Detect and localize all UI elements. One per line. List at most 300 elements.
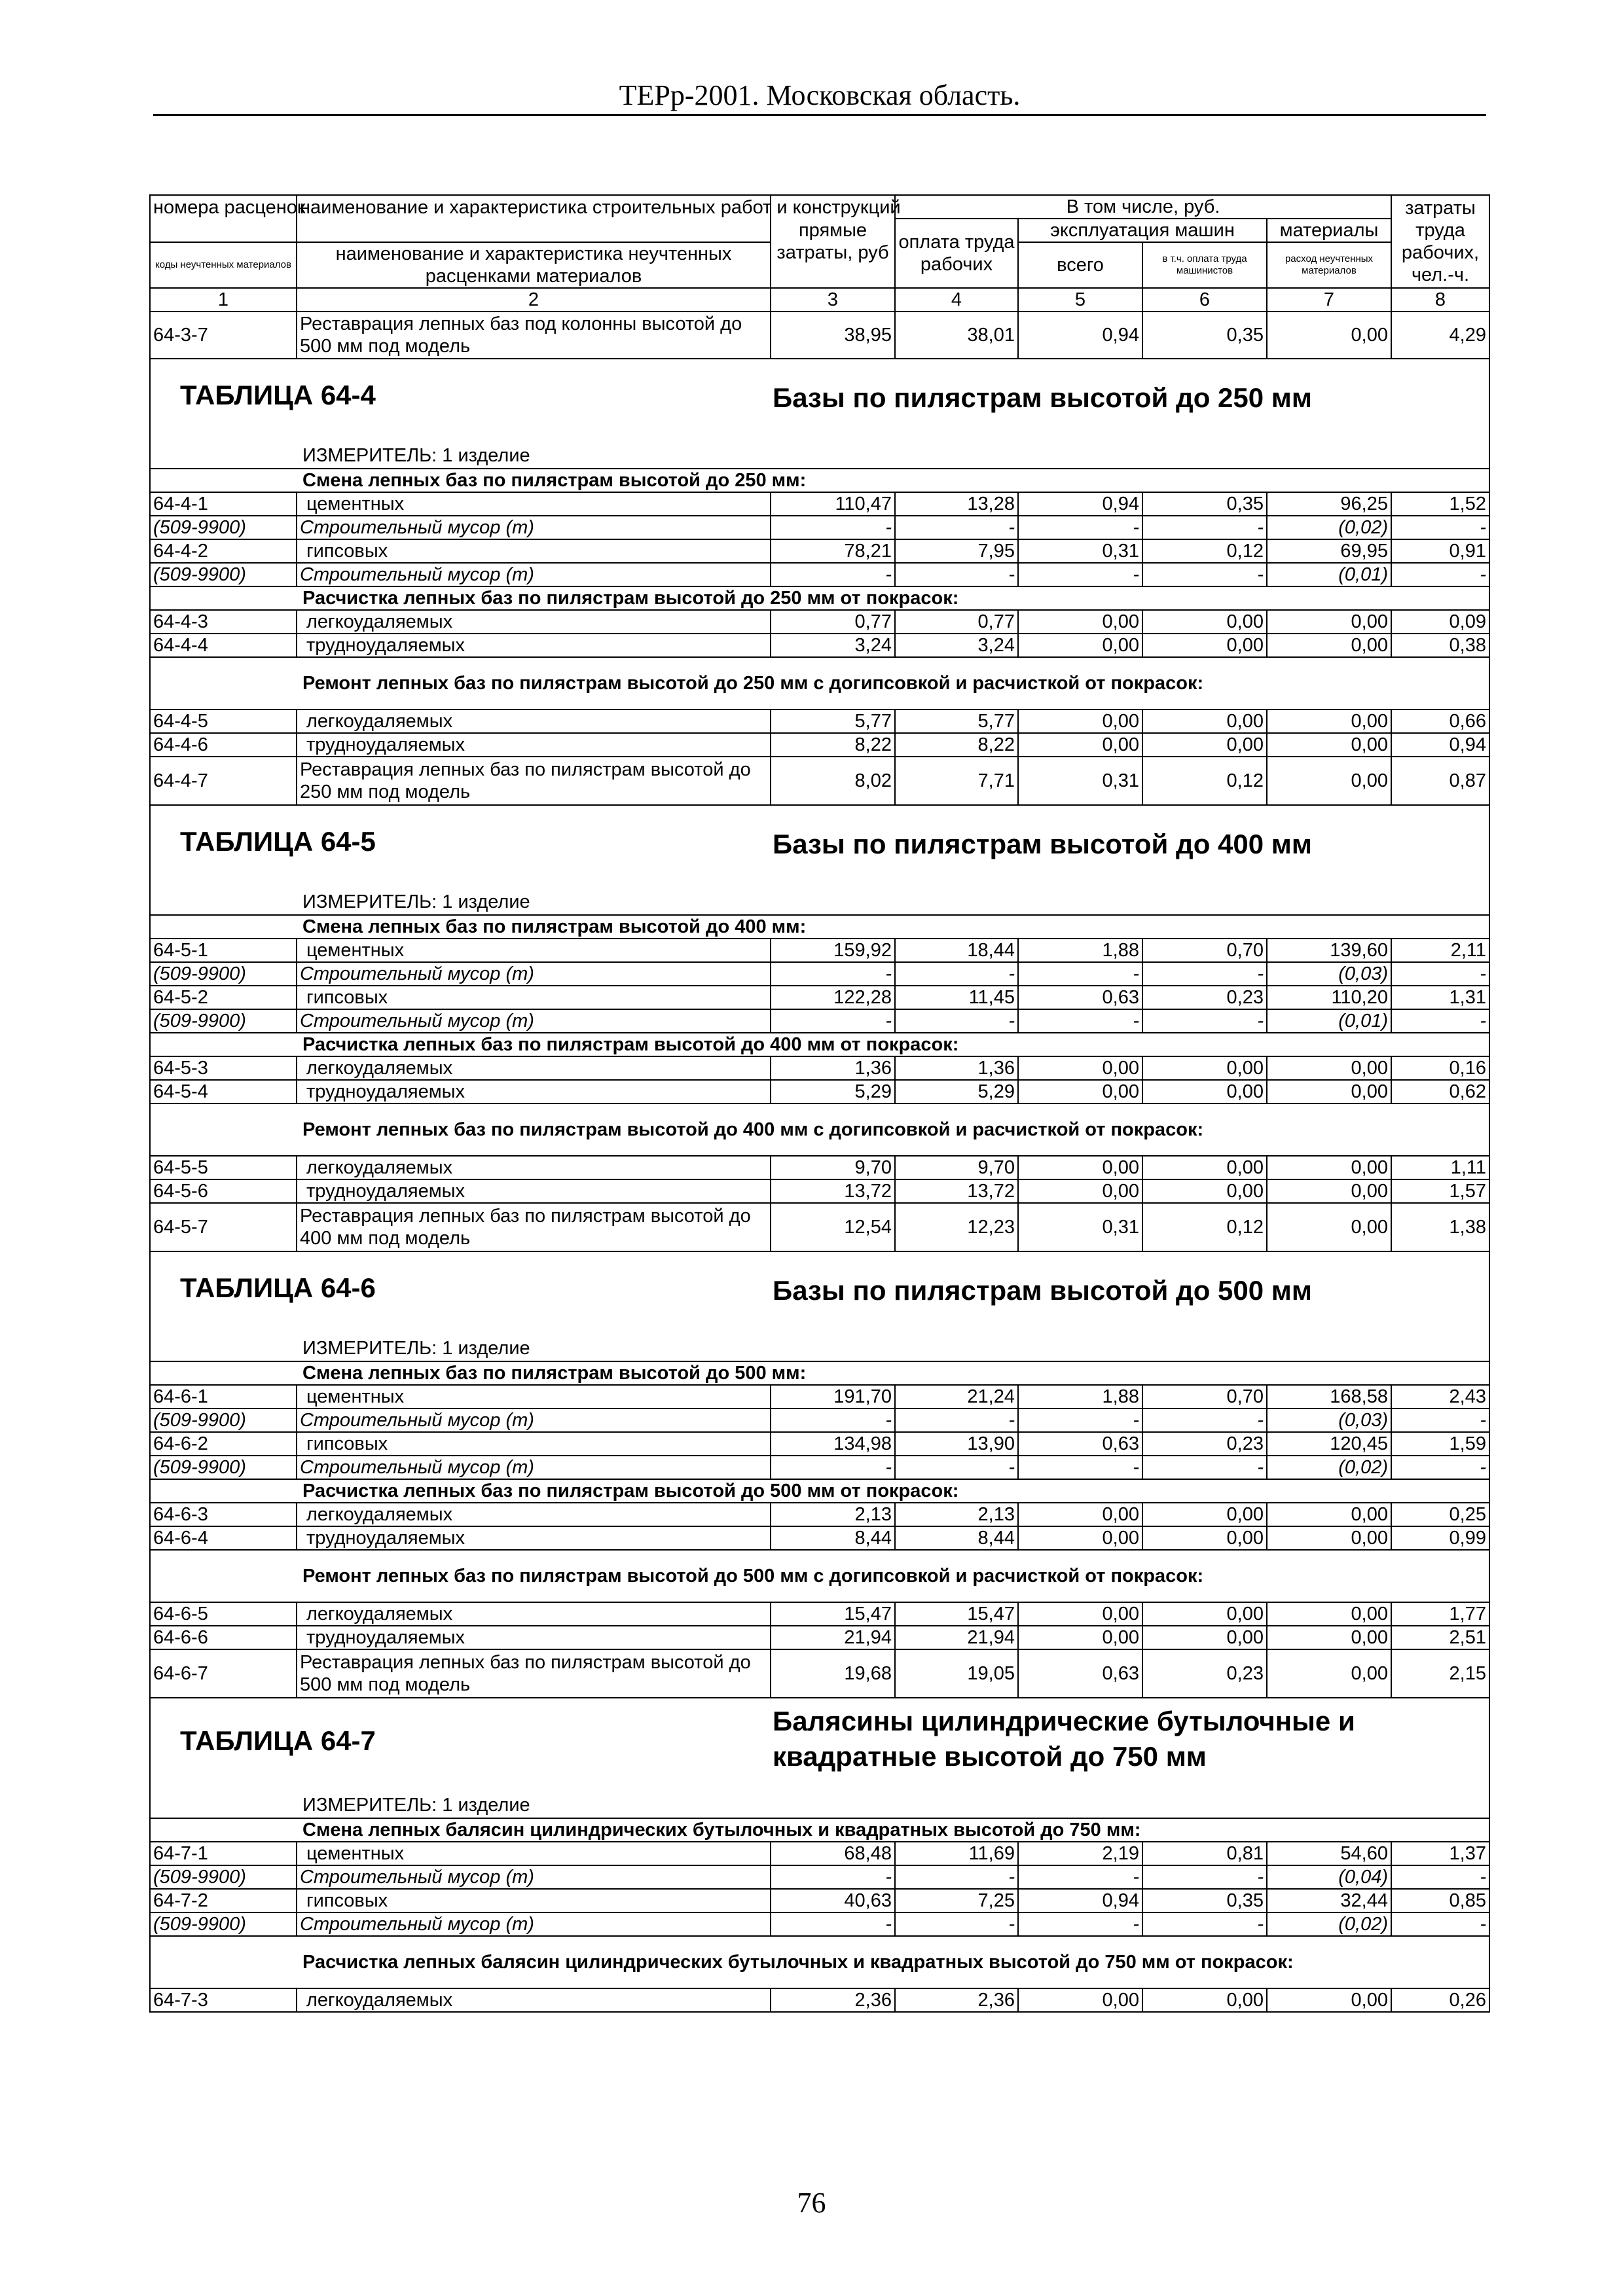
- col-num: 2: [297, 288, 771, 312]
- group-heading-row: [150, 1361, 1489, 1385]
- value-cell: 0,00: [1142, 610, 1267, 634]
- table-row: [150, 1889, 1489, 1912]
- value-cell: 0,23: [1142, 1432, 1267, 1456]
- table-code: ТАБЛИЦА 64-6: [180, 1272, 376, 1303]
- value-cell: -: [1018, 1456, 1142, 1479]
- rate-code: 64-6-3: [150, 1503, 297, 1526]
- rate-name: трудноудаляемых: [297, 634, 771, 657]
- value-cell: 0,91: [1391, 539, 1489, 563]
- value-cell: 8,22: [771, 733, 895, 757]
- value-cell: 0,00: [1267, 733, 1391, 757]
- value-cell: 2,36: [771, 1988, 895, 2012]
- rate-code: 64-7-3: [150, 1988, 297, 2012]
- value-cell: 0,00: [1267, 1526, 1391, 1550]
- rate-code: 64-4-2: [150, 539, 297, 563]
- value-cell: (0,01): [1267, 1009, 1391, 1033]
- value-cell: 8,02: [771, 757, 895, 805]
- col6-header: в т.ч. оплата труда машинистов: [1142, 242, 1267, 288]
- group-heading-row: [150, 1818, 1489, 1842]
- value-cell: 0,00: [1142, 1602, 1267, 1626]
- value-cell: 0,63: [1018, 1432, 1142, 1456]
- value-cell: 2,13: [895, 1503, 1018, 1526]
- value-cell: -: [1391, 1009, 1489, 1033]
- value-cell: 1,11: [1391, 1156, 1489, 1179]
- group-heading-row: [150, 1550, 1489, 1602]
- value-cell: 139,60: [1267, 939, 1391, 962]
- group-heading-row: [150, 586, 1489, 610]
- value-cell: 9,70: [771, 1156, 895, 1179]
- value-cell: 5,29: [895, 1080, 1018, 1103]
- value-cell: -: [1018, 1912, 1142, 1936]
- value-cell: 1,57: [1391, 1179, 1489, 1203]
- value-cell: 0,66: [1391, 709, 1489, 733]
- col-num: 1: [150, 288, 297, 312]
- rate-code: 64-5-6: [150, 1179, 297, 1203]
- value-cell: 21,94: [771, 1626, 895, 1649]
- col3-header: прямые затраты, руб: [771, 195, 895, 288]
- value-cell: -: [1142, 1408, 1267, 1432]
- value-cell: 0,00: [1142, 1503, 1267, 1526]
- group-heading: Ремонт лепных баз по пилястрам высотой до 250 мм с догипсовкой и расчисткой от покрасок:: [150, 657, 1489, 709]
- rate-name: трудноудаляемых: [297, 1179, 771, 1203]
- value-cell: -: [771, 962, 895, 986]
- page-number: 76: [797, 2187, 826, 2219]
- value-cell: 0,25: [1391, 1503, 1489, 1526]
- value-cell: 21,94: [895, 1626, 1018, 1649]
- value-cell: 0,70: [1142, 1385, 1267, 1408]
- value-cell: 0,00: [1267, 1156, 1391, 1179]
- value-cell: -: [1142, 1009, 1267, 1033]
- value-cell: 69,95: [1267, 539, 1391, 563]
- value-cell: 0,00: [1018, 1988, 1142, 2012]
- value-cell: 0,00: [1018, 1056, 1142, 1080]
- table-title: Базы по пилястрам высотой до 500 мм: [773, 1275, 1312, 1306]
- rate-name: гипсовых: [297, 986, 771, 1009]
- rate-code: (509-9900): [150, 516, 297, 539]
- value-cell: 0,00: [1018, 1156, 1142, 1179]
- value-cell: -: [1018, 563, 1142, 586]
- value-cell: 2,11: [1391, 939, 1489, 962]
- value-cell: 0,94: [1018, 312, 1142, 359]
- rate-code: 64-5-4: [150, 1080, 297, 1103]
- value-cell: -: [895, 1009, 1018, 1033]
- rate-code: 64-6-6: [150, 1626, 297, 1649]
- rate-code: 64-6-1: [150, 1385, 297, 1408]
- rate-code: 64-4-3: [150, 610, 297, 634]
- rate-name: цементных: [297, 939, 771, 962]
- rate-code: 64-4-5: [150, 709, 297, 733]
- machines-header: эксплуатация машин: [1018, 219, 1267, 242]
- table-code: ТАБЛИЦА 64-5: [180, 826, 376, 857]
- value-cell: 38,95: [771, 312, 895, 359]
- value-cell: 0,00: [1267, 1988, 1391, 2012]
- value-cell: -: [895, 1865, 1018, 1889]
- rate-name: трудноудаляемых: [297, 1626, 771, 1649]
- value-cell: 0,00: [1267, 1179, 1391, 1203]
- value-cell: -: [1142, 962, 1267, 986]
- value-cell: 0,63: [1018, 1649, 1142, 1698]
- table-code: ТАБЛИЦА 64-4: [180, 380, 376, 410]
- value-cell: 8,44: [771, 1526, 895, 1550]
- value-cell: 54,60: [1267, 1842, 1391, 1865]
- rate-name: легкоудаляемых: [297, 1602, 771, 1626]
- column-numbers-row: [150, 288, 1489, 312]
- rate-name: цементных: [297, 492, 771, 516]
- group-heading: Ремонт лепных баз по пилястрам высотой до 400 мм с догипсовкой и расчисткой от покрасок:: [150, 1103, 1489, 1156]
- table-row: [150, 1626, 1489, 1649]
- rate-code: 64-6-2: [150, 1432, 297, 1456]
- group-heading: Расчистка лепных баз по пилястрам высотой до 250 мм от покрасок:: [150, 586, 1489, 610]
- value-cell: 19,05: [895, 1649, 1018, 1698]
- value-cell: 0,77: [895, 610, 1018, 634]
- value-cell: 13,28: [895, 492, 1018, 516]
- rate-code: 64-7-2: [150, 1889, 297, 1912]
- rate-name: Реставрация лепных баз по пилястрам высотой до 250 мм под модель: [297, 757, 771, 805]
- value-cell: 0,00: [1267, 610, 1391, 634]
- page-header: ТЕРр-2001. Московская область.: [153, 77, 1486, 116]
- col7-header: расход неучтенных материалов: [1267, 242, 1391, 288]
- table-title: Базы по пилястрам высотой до 400 мм: [773, 829, 1312, 859]
- value-cell: -: [1391, 962, 1489, 986]
- col2-top-header-2: [297, 219, 771, 242]
- table-title: Базы по пилястрам высотой до 250 мм: [773, 382, 1312, 413]
- table-title: Балясины цилиндрические бутылочные и квадратные высотой до 750 мм: [773, 1706, 1355, 1772]
- col-num: 6: [1142, 288, 1267, 312]
- value-cell: 0,31: [1018, 539, 1142, 563]
- rate-name: Строительный мусор (т): [297, 563, 771, 586]
- value-cell: 0,12: [1142, 539, 1267, 563]
- value-cell: 1,36: [895, 1056, 1018, 1080]
- value-cell: 0,00: [1018, 709, 1142, 733]
- value-cell: 2,36: [895, 1988, 1018, 2012]
- table-row: [150, 962, 1489, 986]
- table-row: [150, 1056, 1489, 1080]
- value-cell: 0,00: [1018, 1526, 1142, 1550]
- table-row: [150, 1203, 1489, 1251]
- value-cell: -: [1142, 1865, 1267, 1889]
- group-heading-row: [150, 915, 1489, 939]
- value-cell: -: [771, 1009, 895, 1033]
- table-row: [150, 1385, 1489, 1408]
- group-heading: Смена лепных баз по пилястрам высотой до 250 мм:: [150, 469, 1489, 492]
- value-cell: (0,02): [1267, 1912, 1391, 1936]
- table-code: ТАБЛИЦА 64-7: [180, 1725, 376, 1756]
- table-row: [150, 610, 1489, 634]
- rate-code: 64-3-7: [150, 312, 297, 359]
- table-section-header: [150, 1251, 1489, 1361]
- rate-name: Строительный мусор (т): [297, 1408, 771, 1432]
- value-cell: 2,51: [1391, 1626, 1489, 1649]
- value-cell: -: [1142, 516, 1267, 539]
- value-cell: 2,19: [1018, 1842, 1142, 1865]
- table-row: [150, 312, 1489, 359]
- value-cell: 122,28: [771, 986, 895, 1009]
- value-cell: 0,00: [1018, 1179, 1142, 1203]
- value-cell: -: [1142, 1912, 1267, 1936]
- rate-code: 64-6-4: [150, 1526, 297, 1550]
- table-row: [150, 1456, 1489, 1479]
- rate-code: (509-9900): [150, 1408, 297, 1432]
- value-cell: -: [771, 1408, 895, 1432]
- value-cell: 0,38: [1391, 634, 1489, 657]
- value-cell: 0,00: [1142, 1179, 1267, 1203]
- value-cell: 0,00: [1018, 610, 1142, 634]
- table-row: [150, 1408, 1489, 1432]
- value-cell: 7,25: [895, 1889, 1018, 1912]
- value-cell: 13,72: [771, 1179, 895, 1203]
- materials-header: материалы: [1267, 219, 1391, 242]
- group-heading-row: [150, 469, 1489, 492]
- value-cell: 5,77: [895, 709, 1018, 733]
- value-cell: 12,54: [771, 1203, 895, 1251]
- value-cell: 8,44: [895, 1526, 1018, 1550]
- rate-name: цементных: [297, 1385, 771, 1408]
- value-cell: 13,90: [895, 1432, 1018, 1456]
- table-row: [150, 1526, 1489, 1550]
- value-cell: 1,52: [1391, 492, 1489, 516]
- rate-code: 64-7-1: [150, 1842, 297, 1865]
- rate-code: 64-5-1: [150, 939, 297, 962]
- group-heading-row: [150, 1033, 1489, 1056]
- value-cell: 0,00: [1142, 634, 1267, 657]
- value-cell: 0,63: [1018, 986, 1142, 1009]
- value-cell: 0,31: [1018, 1203, 1142, 1251]
- value-cell: -: [1391, 1912, 1489, 1936]
- value-cell: 0,00: [1142, 1526, 1267, 1550]
- rate-name: Строительный мусор (т): [297, 1456, 771, 1479]
- rate-code: (509-9900): [150, 1456, 297, 1479]
- value-cell: 0,35: [1142, 492, 1267, 516]
- value-cell: -: [1391, 1408, 1489, 1432]
- value-cell: 2,15: [1391, 1649, 1489, 1698]
- table-row: [150, 516, 1489, 539]
- table-row: [150, 1602, 1489, 1626]
- rate-name: гипсовых: [297, 539, 771, 563]
- rate-name: легкоудаляемых: [297, 610, 771, 634]
- value-cell: 0,00: [1267, 757, 1391, 805]
- rate-name: гипсовых: [297, 1889, 771, 1912]
- rate-code: (509-9900): [150, 1912, 297, 1936]
- value-cell: 1,31: [1391, 986, 1489, 1009]
- rate-name: Реставрация лепных баз по пилястрам высотой до 400 мм под модель: [297, 1203, 771, 1251]
- value-cell: 0,77: [771, 610, 895, 634]
- value-cell: 0,23: [1142, 1649, 1267, 1698]
- value-cell: 0,94: [1391, 733, 1489, 757]
- value-cell: 40,63: [771, 1889, 895, 1912]
- rate-name: Строительный мусор (т): [297, 1865, 771, 1889]
- value-cell: -: [771, 563, 895, 586]
- rate-name: легкоудаляемых: [297, 1503, 771, 1526]
- value-cell: 0,87: [1391, 757, 1489, 805]
- value-cell: 0,00: [1018, 634, 1142, 657]
- table-row: [150, 709, 1489, 733]
- value-cell: 7,71: [895, 757, 1018, 805]
- value-cell: 3,24: [895, 634, 1018, 657]
- value-cell: 0,94: [1018, 1889, 1142, 1912]
- value-cell: 0,09: [1391, 610, 1489, 634]
- value-cell: 1,88: [1018, 939, 1142, 962]
- rate-name: легкоудаляемых: [297, 1156, 771, 1179]
- rate-name: трудноудаляемых: [297, 1526, 771, 1550]
- value-cell: 0,00: [1267, 1626, 1391, 1649]
- table-section-header: [150, 359, 1489, 469]
- col1-bottom-header: коды неучтенных материалов: [150, 242, 297, 288]
- value-cell: 0,70: [1142, 939, 1267, 962]
- group-heading: Расчистка лепных балясин цилиндрических бутылочных и квадратных высотой до 750 мм от покрасок:: [150, 1936, 1489, 1988]
- col-num: 4: [895, 288, 1018, 312]
- value-cell: 0,00: [1018, 1080, 1142, 1103]
- table-row: [150, 757, 1489, 805]
- value-cell: (0,02): [1267, 516, 1391, 539]
- value-cell: (0,03): [1267, 1408, 1391, 1432]
- value-cell: 0,35: [1142, 1889, 1267, 1912]
- rates-table: [149, 194, 1490, 2013]
- col1-top-header-2: [150, 219, 297, 242]
- value-cell: -: [1142, 563, 1267, 586]
- value-cell: 0,00: [1018, 1626, 1142, 1649]
- value-cell: 21,24: [895, 1385, 1018, 1408]
- unit-label: ИЗМЕРИТЕЛЬ: 1 изделие: [302, 1795, 530, 1816]
- value-cell: 1,38: [1391, 1203, 1489, 1251]
- col2-top-header: наименование и характеристика строительных работ и конструкций: [297, 195, 771, 219]
- group-heading: Расчистка лепных баз по пилястрам высотой до 500 мм от покрасок:: [150, 1479, 1489, 1503]
- value-cell: 13,72: [895, 1179, 1018, 1203]
- rate-name: Строительный мусор (т): [297, 516, 771, 539]
- value-cell: -: [771, 1912, 895, 1936]
- value-cell: 0,00: [1267, 1503, 1391, 1526]
- value-cell: -: [895, 516, 1018, 539]
- value-cell: 32,44: [1267, 1889, 1391, 1912]
- table-row: [150, 1865, 1489, 1889]
- value-cell: 0,00: [1018, 1602, 1142, 1626]
- value-cell: 8,22: [895, 733, 1018, 757]
- value-cell: 0,00: [1267, 1203, 1391, 1251]
- value-cell: 0,00: [1018, 1503, 1142, 1526]
- rate-code: 64-4-6: [150, 733, 297, 757]
- table-row: [150, 1912, 1489, 1936]
- value-cell: 0,35: [1142, 312, 1267, 359]
- value-cell: 0,31: [1018, 757, 1142, 805]
- value-cell: 68,48: [771, 1842, 895, 1865]
- value-cell: 0,00: [1142, 1626, 1267, 1649]
- value-cell: 0,12: [1142, 757, 1267, 805]
- value-cell: 134,98: [771, 1432, 895, 1456]
- value-cell: -: [1018, 962, 1142, 986]
- col-num: 8: [1391, 288, 1489, 312]
- value-cell: 0,12: [1142, 1203, 1267, 1251]
- value-cell: -: [895, 962, 1018, 986]
- value-cell: 0,16: [1391, 1056, 1489, 1080]
- rate-code: (509-9900): [150, 1865, 297, 1889]
- rate-name: гипсовых: [297, 1432, 771, 1456]
- table-row: [150, 1503, 1489, 1526]
- value-cell: (0,02): [1267, 1456, 1391, 1479]
- value-cell: 11,45: [895, 986, 1018, 1009]
- value-cell: 0,00: [1142, 1056, 1267, 1080]
- value-cell: -: [1391, 1865, 1489, 1889]
- rate-name: легкоудаляемых: [297, 709, 771, 733]
- value-cell: 19,68: [771, 1649, 895, 1698]
- value-cell: 15,47: [771, 1602, 895, 1626]
- rate-name: легкоудаляемых: [297, 1988, 771, 2012]
- value-cell: (0,03): [1267, 962, 1391, 986]
- group-heading-row: [150, 1936, 1489, 1988]
- value-cell: 0,00: [1267, 709, 1391, 733]
- value-cell: 18,44: [895, 939, 1018, 962]
- value-cell: 110,20: [1267, 986, 1391, 1009]
- rate-code: 64-5-5: [150, 1156, 297, 1179]
- table-row: [150, 1179, 1489, 1203]
- value-cell: 0,00: [1267, 1080, 1391, 1103]
- group-header: В том числе, руб.: [895, 195, 1391, 219]
- value-cell: -: [771, 1456, 895, 1479]
- value-cell: -: [895, 563, 1018, 586]
- rate-code: (509-9900): [150, 563, 297, 586]
- table-row: [150, 1156, 1489, 1179]
- table-row: [150, 1432, 1489, 1456]
- table-row: [150, 539, 1489, 563]
- rate-code: 64-4-1: [150, 492, 297, 516]
- group-heading: Смена лепных баз по пилястрам высотой до 500 мм:: [150, 1361, 1489, 1385]
- rate-code: 64-5-3: [150, 1056, 297, 1080]
- value-cell: 110,47: [771, 492, 895, 516]
- value-cell: -: [1018, 1009, 1142, 1033]
- value-cell: 0,00: [1267, 312, 1391, 359]
- value-cell: 0,00: [1142, 1156, 1267, 1179]
- rate-name: трудноудаляемых: [297, 733, 771, 757]
- rate-code: 64-5-2: [150, 986, 297, 1009]
- rate-code: 64-6-7: [150, 1649, 297, 1698]
- value-cell: 0,94: [1018, 492, 1142, 516]
- value-cell: 2,13: [771, 1503, 895, 1526]
- table-row: [150, 1009, 1489, 1033]
- rate-code: 64-4-4: [150, 634, 297, 657]
- table-row: [150, 1842, 1489, 1865]
- value-cell: 0,23: [1142, 986, 1267, 1009]
- value-cell: -: [1391, 516, 1489, 539]
- col4-header: оплата труда рабочих: [895, 219, 1018, 288]
- col-num: 5: [1018, 288, 1142, 312]
- value-cell: 9,70: [895, 1156, 1018, 1179]
- value-cell: 0,81: [1142, 1842, 1267, 1865]
- col-num: 3: [771, 288, 895, 312]
- value-cell: 1,59: [1391, 1432, 1489, 1456]
- table-row: [150, 634, 1489, 657]
- rate-name: Строительный мусор (т): [297, 1912, 771, 1936]
- value-cell: 1,37: [1391, 1842, 1489, 1865]
- value-cell: 7,95: [895, 539, 1018, 563]
- table-section-header: [150, 805, 1489, 915]
- value-cell: -: [895, 1408, 1018, 1432]
- rate-code: 64-4-7: [150, 757, 297, 805]
- table-row: [150, 492, 1489, 516]
- value-cell: -: [1391, 563, 1489, 586]
- value-cell: 0,00: [1267, 1649, 1391, 1698]
- table-row: [150, 1649, 1489, 1698]
- value-cell: 120,45: [1267, 1432, 1391, 1456]
- value-cell: 0,00: [1018, 733, 1142, 757]
- value-cell: (0,04): [1267, 1865, 1391, 1889]
- rate-name: Реставрация лепных баз по пилястрам высотой до 500 мм под модель: [297, 1649, 771, 1698]
- table-row: [150, 1988, 1489, 2012]
- table-row: [150, 733, 1489, 757]
- group-heading-row: [150, 657, 1489, 709]
- rate-code: (509-9900): [150, 1009, 297, 1033]
- value-cell: 12,23: [895, 1203, 1018, 1251]
- value-cell: -: [1142, 1456, 1267, 1479]
- value-cell: 0,99: [1391, 1526, 1489, 1550]
- value-cell: 159,92: [771, 939, 895, 962]
